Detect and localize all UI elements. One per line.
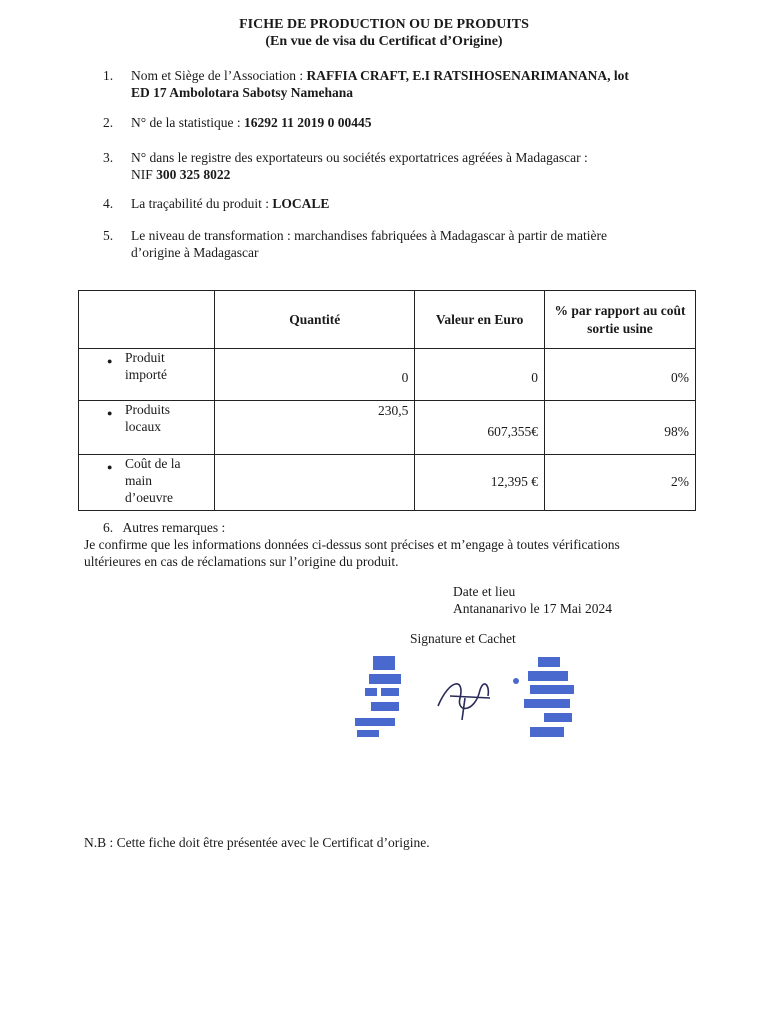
cell-pct: 0% xyxy=(544,349,695,401)
item-text xyxy=(131,114,691,131)
table-header-row xyxy=(79,291,696,349)
signature-icon xyxy=(430,668,500,723)
item-number: 3. xyxy=(103,150,114,165)
item-label: Nom et Siège de l’Association : xyxy=(131,68,304,83)
row-label xyxy=(79,349,215,401)
row-label-line3: d’oeuvre xyxy=(125,490,173,505)
document-subtitle: (En vue de visa du Certificat d’Origine) xyxy=(265,34,503,49)
bullet-icon: ● xyxy=(107,462,113,472)
row-label-line2: main xyxy=(125,473,152,488)
item-value: 16292 11 2019 0 00445 xyxy=(244,115,372,130)
remarks-number: 6. xyxy=(103,520,114,535)
table-header-quantite: Quantité xyxy=(215,291,415,349)
row-label xyxy=(79,455,215,511)
cell-valeur: 607,355€ xyxy=(415,401,545,455)
bullet-icon: ● xyxy=(107,356,113,366)
item-number: 1. xyxy=(103,68,114,83)
item-value-line2: ED 17 Ambolotara Sabotsy Namehana xyxy=(131,85,354,100)
row-label-line2: importé xyxy=(125,367,167,382)
date-lieu-value: Antananarivo le 17 Mai 2024 xyxy=(453,601,612,616)
item-label: Le niveau de transformation : marchandises fabriquées à Madagascar à partir de matière xyxy=(131,228,608,243)
production-table xyxy=(78,290,696,511)
item-statistique xyxy=(103,114,683,132)
item-text xyxy=(131,67,691,101)
row-label-line1: Coût de la xyxy=(125,456,181,471)
remarks-heading xyxy=(103,519,225,536)
cell-quantite: 0 xyxy=(215,349,415,401)
stamp-left-icon xyxy=(345,650,420,745)
item-label: N° dans le registre des exportateurs ou sociétés exportatrices agréées à Madagascar : xyxy=(131,150,588,165)
bullet-icon: ● xyxy=(107,408,113,418)
item-text xyxy=(131,149,691,183)
note: N.B : Cette fiche doit être présentée avec le Certificat d’origine. xyxy=(84,835,430,850)
item-value: RAFFIA CRAFT, E.I RATSIHOSENARIMANANA, lot xyxy=(306,68,629,83)
item-transformation xyxy=(103,227,683,263)
table-header-empty xyxy=(79,291,215,349)
remarks-line2: ultérieures en cas de réclamations sur l’origine du produit. xyxy=(84,554,399,569)
remarks-line1: Je confirme que les informations données ci-dessus sont précises et m’engage à toutes vérifications xyxy=(84,537,620,552)
item-number: 2. xyxy=(103,115,114,130)
table-row xyxy=(79,401,696,455)
item-registre xyxy=(103,149,683,185)
cell-pct: 98% xyxy=(544,401,695,455)
table-header-pct: % par rapport au coût sortie usine xyxy=(544,291,695,349)
remarks-text xyxy=(84,536,724,570)
row-label-line2: locaux xyxy=(125,419,161,434)
row-label-line1: Produits xyxy=(125,402,171,417)
row-label-line1: Produit xyxy=(125,350,165,365)
cell-quantite xyxy=(215,455,415,511)
cell-valeur: 0 xyxy=(415,349,545,401)
item-label-line2: NIF xyxy=(131,167,153,182)
item-text xyxy=(131,227,691,261)
table-row xyxy=(79,349,696,401)
item-text xyxy=(131,195,691,212)
item-value: LOCALE xyxy=(272,196,330,211)
stamp-right-icon xyxy=(500,655,590,745)
item-number: 5. xyxy=(103,228,114,243)
item-label: La traçabilité du produit : xyxy=(131,196,269,211)
row-label xyxy=(79,401,215,455)
item-label-line2: d’origine à Madagascar xyxy=(131,245,259,260)
item-association xyxy=(103,67,683,103)
signature-label: Signature et Cachet xyxy=(410,631,516,646)
cell-valeur: 12,395 € xyxy=(415,455,545,511)
table-row xyxy=(79,455,696,511)
document-title: FICHE DE PRODUCTION OU DE PRODUITS xyxy=(239,17,529,32)
remarks-label: Autres remarques : xyxy=(122,520,226,535)
table-header-valeur: Valeur en Euro xyxy=(415,291,545,349)
item-label: N° de la statistique : xyxy=(131,115,241,130)
cell-quantite: 230,5 xyxy=(215,401,415,455)
date-lieu-label: Date et lieu xyxy=(453,584,516,599)
item-number: 4. xyxy=(103,196,114,211)
date-lieu xyxy=(453,583,612,617)
item-tracabilite xyxy=(103,195,683,213)
item-value: 300 325 8022 xyxy=(156,167,231,182)
cell-pct: 2% xyxy=(544,455,695,511)
